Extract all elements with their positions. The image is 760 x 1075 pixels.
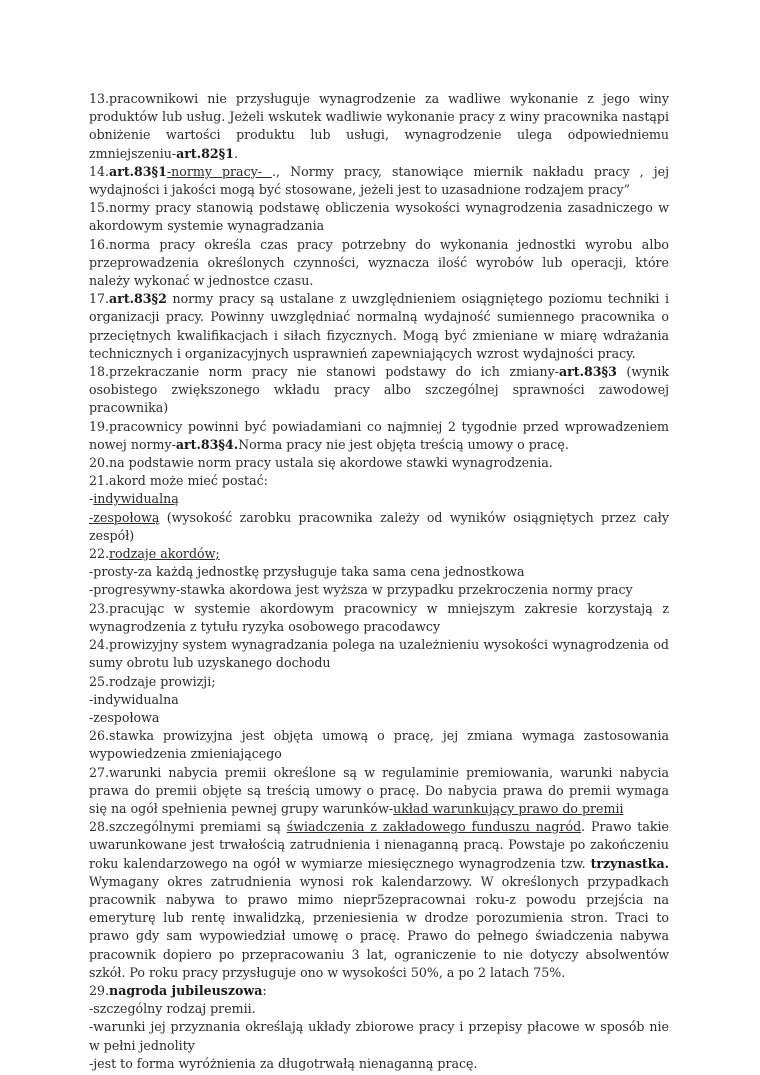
text-run: -progresywny-stawka akordowa jest wyższa w przypadku przekroczenia normy pracy	[89, 582, 633, 598]
bold-term: trzynastka.	[590, 855, 669, 871]
paragraph	[89, 691, 669, 709]
underlined-term: układ warunkujący prawo do premii	[393, 800, 624, 816]
text-run: 18.przekraczanie norm pracy nie stanowi podstawy do ich zmiany-	[89, 364, 559, 380]
text-run: 14.	[89, 163, 110, 179]
paragraph	[89, 1018, 669, 1054]
bold-term: art.82§1	[176, 145, 235, 161]
text-run: 13.pracownikowi nie przysługuje wynagrodzenie za wadliwe wykonanie z jego winy produktów lub usług. Jeżeli wskutek wadliwie wykonanie pracy z winy pracownika nastąpi obniżenie wartości produktu lub usługi, wynagrodzenie ulega odpowiedniemu zmniejszeniu-	[89, 91, 669, 161]
text-run: 29.	[89, 982, 110, 998]
text-run: -jest to forma wyróżnienia za długotrwałą nienaganną pracę.	[89, 1055, 478, 1071]
text-run: 24.prowizyjny system wynagradzania polega na uzależnieniu wysokości wynagrodzenia od sumy obrotu lub uzyskanego dochodu	[89, 637, 669, 671]
text-run: .	[234, 145, 239, 161]
underlined-term: -normy pracy-	[166, 163, 273, 179]
text-run: 19.pracownicy powinni być powiadamiani co najmniej 2 tygodnie przed wprowadzeniem nowej normy-	[89, 418, 669, 452]
paragraph	[89, 563, 669, 581]
paragraph	[89, 545, 669, 563]
underlined-term: świadczenia z zakładowego funduszu nagród	[286, 819, 582, 835]
underlined-term: rodzaje akordów;	[109, 546, 220, 562]
text-run: 16.norma pracy określa czas pracy potrzebny do wykonania jednostki wyrobu albo przeprowadzenia określonych czynności, wyznacza ilość wyrobów lub operacji, które należy wykonać w jednostce czasu.	[89, 236, 669, 289]
paragraph	[89, 818, 669, 982]
text-run: -indywidualna	[89, 691, 179, 707]
text-run: 25.rodzaje prowizji;	[89, 673, 216, 689]
text-run: 26.stawka prowizyjna jest objęta umową o pracę, jej zmiana wymaga zastosowania wypowiedzenia zmieniającego	[89, 728, 669, 762]
text-run: normy pracy są ustalane z uwzględnieniem osiągniętego poziomu techniki i organizacji pracy. Powinny uwzględniać normalną wydajność sumiennego pracownika o przeciętnych kwalifikacjach i siłach fizycznych. Mogą być zmieniane w miarę wdrażania technicznych i organizacyjnych usprawnień zapewniających wzrost wydajności pracy.	[89, 291, 669, 361]
paragraph	[89, 163, 669, 199]
paragraph	[89, 581, 669, 599]
text-run: Norma pracy nie jest objęta treścią umowy o pracę.	[238, 436, 569, 452]
paragraph	[89, 454, 669, 472]
paragraph	[89, 1055, 669, 1073]
text-run: . Prawo takie uwarunkowane jest trwałością zatrudnienia i nienaganną pracą. Powstaje po zakończeniu roku kalendarzowego na ogół w wymiarze miesięcznego wynagrodzenia tzw.	[89, 819, 669, 871]
document-page	[89, 90, 669, 1073]
paragraph	[89, 764, 669, 819]
text-run: 28.szczególnymi premiami są	[89, 819, 287, 835]
paragraph	[89, 600, 669, 636]
paragraph	[89, 418, 669, 454]
underlined-term: indywidualną	[93, 491, 179, 507]
paragraph	[89, 472, 669, 490]
text-run: -	[89, 491, 94, 507]
paragraph	[89, 1000, 669, 1018]
paragraph	[89, 90, 669, 163]
bold-term: art.83§1	[109, 163, 167, 179]
text-run: ., Normy pracy, stanowiące miernik nakładu pracy , jej wydajności i jakości mogą być stosowane, jeżeli jest to uzasadnione rodzajem pracy”	[89, 163, 669, 198]
paragraph	[89, 290, 669, 363]
text-run: 22.	[89, 546, 110, 562]
text-run: 17.	[89, 291, 110, 307]
text-run: -warunki jej przyznania określają układy zbiorowe pracy i przepisy płacowe w sposób nie w pełni jednolity	[89, 1019, 669, 1053]
paragraph	[89, 490, 669, 508]
text-run: -zespołowa	[89, 709, 160, 725]
text-run: 21.akord może mieć postać:	[89, 473, 268, 489]
paragraph	[89, 236, 669, 291]
text-run: 20.na podstawie norm pracy ustala się akordowe stawki wynagrodzenia.	[89, 455, 553, 471]
paragraph	[89, 727, 669, 763]
paragraph	[89, 982, 669, 1000]
text-run: -szczególny rodzaj premii.	[89, 1001, 256, 1017]
paragraph	[89, 636, 669, 672]
text-run: (wysokość zarobku pracownika zależy od wyników osiągniętych przez cały zespół)	[89, 509, 669, 543]
bold-term: art.83§2	[109, 291, 167, 307]
bold-term: art.83§3	[559, 364, 617, 380]
bold-term: art.83§4.	[175, 436, 239, 452]
text-run: (wynik osobistego zwiększonego wkładu pracy albo szczególnej sprawności zawodowej pracownika)	[89, 364, 669, 416]
text-run: 23.pracując w systemie akordowym pracownicy w mniejszym zakresie korzystają z wynagrodzenia z tytułu ryzyka osobowego pracodawcy	[89, 600, 669, 634]
paragraph	[89, 673, 669, 691]
paragraph	[89, 509, 669, 545]
text-run: Wymagany okres zatrudnienia wynosi rok kalendarzowy. W określonych przypadkach pracownik nabywa to prawo mimo niepr5zepracownai roku-z powodu przejścia na emeryturę lub rentę inwalidzką, przeniesienia w drodze porozumienia stron. Traci to prawo gdy sam wypowiedział umowę o pracę. Prawo do pełnego świadczenia nabywa pracownik dopiero po przepracowaniu 3 lat, ograniczenie to nie dotyczy absolwentów szkół. Po roku pracy przysługuje ono w wysokości 50%, a po 2 latach 75%.	[89, 873, 669, 980]
paragraph	[89, 709, 669, 727]
underlined-term: -zespołową	[89, 509, 160, 525]
text-run: 15.normy pracy stanowią podstawę obliczenia wysokości wynagrodzenia zasadniczego w akordowym systemie wynagradzania	[89, 200, 669, 234]
text-run: 27.warunki nabycia premii określone są w regulaminie premiowania, warunki nabycia prawa do premii objęte są treścią umowy o pracę. Do nabycia prawa do premii wymaga się na ogół spełnienia pewnej grupy warunków-	[89, 764, 669, 816]
text-run: :	[262, 982, 267, 998]
text-run: -prosty-za każdą jednostkę przysługuje taka sama cena jednostkowa	[89, 564, 525, 580]
bold-term: nagroda jubileuszowa	[109, 982, 263, 998]
paragraph	[89, 363, 669, 418]
paragraph	[89, 199, 669, 235]
